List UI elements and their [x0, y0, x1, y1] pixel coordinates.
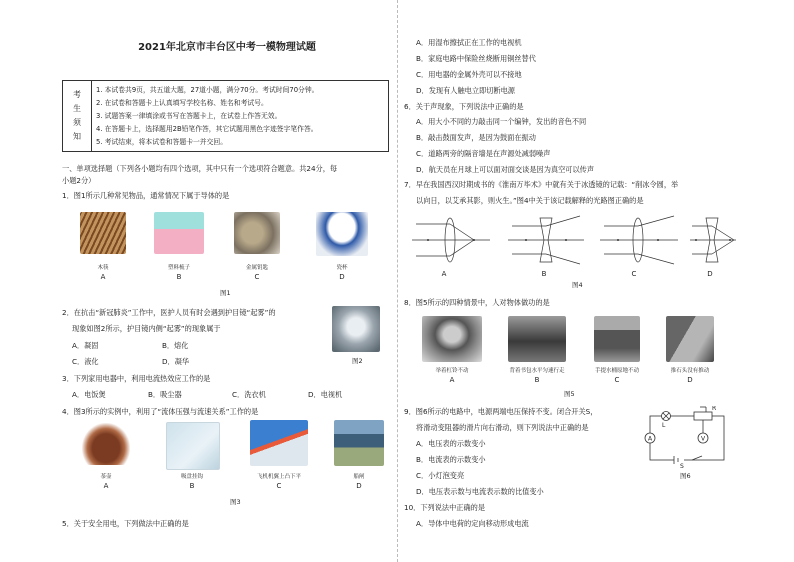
option-letter: C: [254, 273, 260, 281]
plastic-comb-image: [154, 212, 204, 254]
option-letter: D: [356, 482, 362, 490]
metal-key-image: [234, 212, 280, 254]
question-1-stem: 1．图1所示几种常见物品，通常情况下属于导体的是: [62, 191, 230, 200]
pushing-rock-photo: [666, 316, 714, 362]
svg-text:A: A: [648, 435, 653, 443]
option-d: D．电视机: [308, 390, 343, 399]
figure-caption: 木筷: [97, 265, 109, 271]
left-column: [62, 0, 392, 562]
question-9-stem-cont: 将滑动变阻器的滑片向右滑动，则下列说法中正确的是: [416, 423, 589, 432]
option-b: B．吸尘器: [148, 390, 182, 399]
option-b: B．敲击鼓面发声，是因为鼓面在振动: [416, 133, 536, 142]
question-8-stem: 8．图5所示的四种情景中，人对物体做功的是: [404, 298, 550, 307]
walking-schoolbag-photo: [508, 316, 566, 362]
option-a: A．用大小不同的力敲击同一个编钟，发出的音色不同: [416, 117, 587, 126]
weightlifter-photo: [422, 316, 482, 362]
option-letter: D: [707, 270, 713, 278]
teapot-image: [82, 423, 130, 465]
figure-label: 图2: [352, 357, 363, 365]
figure-caption: 背着书包水平匀速行走: [509, 368, 565, 374]
figure-caption: 推石头没有推动: [670, 368, 710, 374]
option-d: D．凝华: [162, 357, 190, 366]
figure-label: 图1: [220, 289, 231, 297]
figure-caption: 飞机机翼上凸下平: [256, 474, 301, 480]
figure-label: 图6: [680, 472, 691, 480]
figure-label: 图5: [564, 390, 575, 398]
section-heading-cont: 小题2分）: [62, 176, 96, 185]
option-letter: B: [189, 482, 195, 490]
figure-caption: 金属钥匙: [245, 265, 268, 271]
notice-item: 5. 考试结束，将本试卷和答题卡一并交回。: [96, 138, 227, 146]
holding-bucket-photo: [594, 316, 640, 362]
option-letter: B: [176, 273, 182, 281]
figure-caption: 瓷杯: [336, 265, 348, 271]
question-3-stem: 3．下列家用电器中，利用电流热效应工作的是: [62, 374, 211, 383]
suction-hook-image: [166, 422, 220, 470]
question-2-stem: 2．在抗击“新冠肺炎”工作中，医护人员有时会遇到护目镜“起雾”的: [62, 308, 276, 317]
notice-item: 4. 在答题卡上，选择题用2B铅笔作答，其它试题用黑色字迹签字笔作答。: [96, 125, 318, 133]
option-a: A．电饭煲: [72, 390, 106, 399]
option-d: D．航天员在月球上可以面对面交谈是因为真空可以传声: [416, 165, 595, 174]
section-heading: 一、单项选择题（下列各小题均有四个选项，其中只有一个选项符合题意。共24分，每: [62, 164, 338, 173]
option-b: B．电流表的示数变小: [416, 455, 486, 464]
option-c: C．洗衣机: [232, 390, 266, 399]
figure-caption: 塑料梳子: [167, 265, 190, 271]
page-title: 2021年北京市丰台区中考一模物理试题: [138, 42, 316, 53]
question-5-stem: 5．关于安全用电，下列做法中正确的是: [62, 519, 189, 528]
figure-caption: 手提水桶原地不动: [594, 368, 639, 374]
option-letter: A: [100, 273, 106, 281]
svg-text:V: V: [701, 435, 706, 443]
option-letter: A: [449, 376, 455, 384]
option-d: D．发现有人触电立即切断电源: [416, 86, 515, 95]
lens-ray-diagrams: [408, 212, 738, 268]
column-divider: [397, 0, 398, 562]
notice-label: 考 生 须 知: [63, 81, 92, 151]
option-c: C．液化: [72, 357, 99, 366]
option-c: C．道路两旁的隔音墙是在声源处减弱噪声: [416, 149, 551, 158]
figure-caption: 船闸: [353, 474, 365, 480]
question-7-stem-cont: 以向日，以艾承其影，则火生。”图4中关于该记载解释的光路图正确的是: [416, 196, 644, 205]
question-10-stem: 10．下列说法中正确的是: [404, 503, 486, 512]
airplane-wing-image: [250, 420, 308, 466]
option-c: C．用电器的金属外壳可以不接地: [416, 70, 522, 79]
option-c: C．小灯泡变亮: [416, 471, 465, 480]
notice-item: 2. 在试卷和答题卡上认真填写学校名称、姓名和考试号。: [96, 99, 268, 107]
ship-lock-image: [334, 420, 384, 466]
chopsticks-image: [80, 212, 126, 254]
figure-label: 图4: [572, 281, 583, 289]
option-letter: C: [276, 482, 282, 490]
figure-label: 图3: [230, 498, 241, 506]
option-a: A．凝固: [72, 341, 99, 350]
option-letter: B: [541, 270, 547, 278]
circuit-diagram: [640, 406, 736, 470]
option-a: A．导体中电荷的定向移动形成电流: [416, 519, 529, 528]
svg-text:R: R: [712, 406, 717, 412]
question-7-stem: 7．早在我国西汉时期成书的《淮南万毕术》中就有关于冰透镜的记载：“削冰令圆，举: [404, 180, 679, 189]
option-letter: C: [631, 270, 637, 278]
figure-caption: 吸盘挂钩: [180, 474, 203, 480]
question-6-stem: 6．关于声现象，下列说法中正确的是: [404, 102, 524, 111]
option-letter: D: [339, 273, 345, 281]
option-a: A．用湿布擦拭正在工作的电视机: [416, 38, 522, 47]
right-column: [404, 0, 739, 562]
svg-text:S: S: [680, 463, 684, 470]
question-9-stem: 9．图6所示的电路中，电源两端电压保持不变。闭合开关S，: [404, 407, 598, 416]
svg-text:L: L: [662, 422, 666, 429]
option-letter: B: [534, 376, 540, 384]
option-letter: D: [687, 376, 693, 384]
option-a: A．电压表的示数变小: [416, 439, 486, 448]
question-4-stem: 4．图3所示的实例中，利用了“流体压强与流速关系”工作的是: [62, 407, 259, 416]
notice-item: 1. 本试卷共9页，共五道大题，27道小题，满分70分。考试时间70分钟。: [96, 86, 319, 94]
option-b: B．熔化: [162, 341, 189, 350]
option-d: D．电压表示数与电流表示数的比值变小: [416, 487, 544, 496]
porcelain-cup-image: [316, 212, 368, 256]
option-letter: C: [614, 376, 620, 384]
figure-caption: 茶壶: [100, 474, 112, 480]
figure-caption: 举着杠铃不动: [435, 368, 469, 374]
option-letter: A: [441, 270, 447, 278]
goggles-photo: [332, 306, 380, 352]
option-letter: A: [103, 482, 109, 490]
exam-notice-box: [62, 80, 389, 152]
option-b: B．家庭电路中保险丝烧断用铜丝替代: [416, 54, 536, 63]
question-2-stem-cont: 现象如图2所示，护目镜内侧“起雾”的现象属于: [72, 324, 221, 333]
notice-item: 3. 试题答案一律填涂或书写在答题卡上，在试卷上作答无效。: [96, 112, 282, 120]
